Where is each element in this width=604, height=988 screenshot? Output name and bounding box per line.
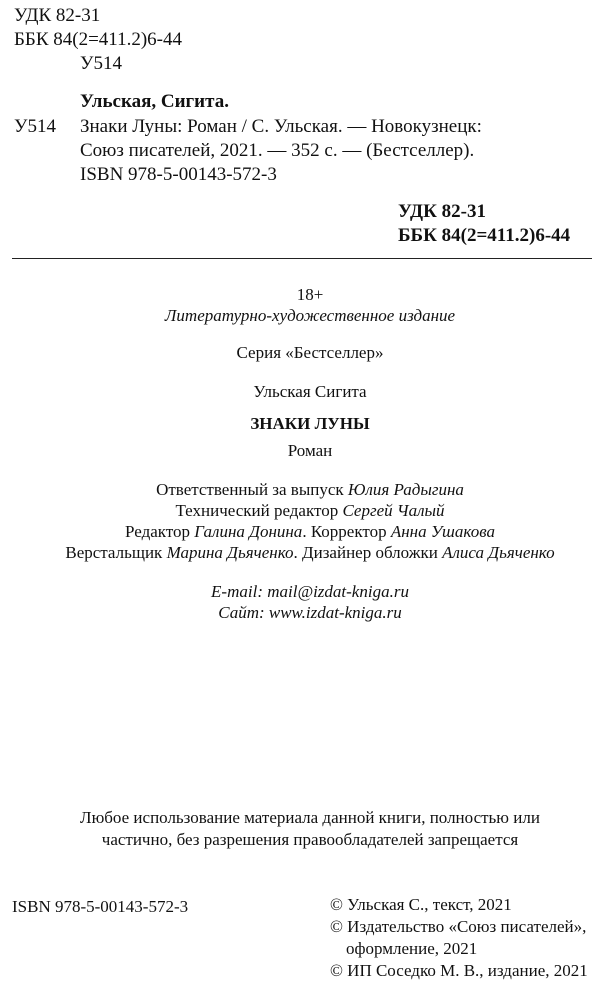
udk-code-right: УДК 82-31 [398, 201, 486, 222]
copyright-edition: © ИП Соседко М. В., издание, 2021 [330, 961, 588, 980]
copyright-block [330, 894, 588, 981]
footer-isbn: ISBN 978-5-00143-572-3 [12, 897, 189, 916]
bbk-code: ББК 84(2=411.2)6-44 [14, 29, 182, 50]
credit-label: Дизайнер обложки [302, 543, 438, 562]
edition-type: Литературно-художественное издание [164, 306, 456, 325]
section-divider [12, 258, 592, 259]
credit-name: Алиса Дьяченко [442, 543, 555, 562]
udk-code: УДК 82-31 [14, 5, 101, 26]
credit-name: Марина Дьяченко [166, 543, 294, 562]
credit-editor-corrector: Редактор Галина Донина. Корректор Анна Ушакова [125, 522, 495, 541]
copyright-publisher: © Издательство «Союз писателей», [330, 917, 587, 936]
credit-name: Юлия Радыгина [347, 480, 464, 499]
credit-label: Редактор [125, 522, 191, 541]
series-name: Серия «Бестселлер» [236, 343, 384, 362]
credit-name: Галина Донина [194, 522, 303, 541]
catalog-isbn: ISBN 978-5-00143-572-3 [80, 164, 277, 185]
credit-label: Корректор [310, 522, 387, 541]
age-rating: 18+ [296, 285, 324, 304]
credit-label: Технический редактор [175, 501, 339, 520]
credit-layout-designer: Верстальщик Марина Дьяченко. Дизайнер обложки Алиса Дьяченко [65, 543, 555, 562]
credit-responsible [8, 479, 604, 500]
imprint-author: Ульская Сигита [253, 382, 367, 401]
contact-site: Сайт: www.izdat-kniga.ru [218, 603, 402, 622]
author-heading: Ульская, Сигита. [80, 91, 229, 112]
bibliographic-line-1: Знаки Луны: Роман / С. Ульская. — Новокузнецк: [80, 116, 482, 137]
copyright-text: © Ульская С., текст, 2021 [330, 895, 512, 914]
contact-email: E-mail: mail@izdat-kniga.ru [211, 582, 409, 601]
credit-label: Ответственный за выпуск [156, 480, 344, 499]
credit-name: Сергей Чалый [342, 501, 445, 520]
credit-name: Анна Ушакова [390, 522, 495, 541]
bibliographic-line-2: Союз писателей, 2021. — 352 с. — (Бестселлер). [80, 140, 475, 161]
book-genre: Роман [287, 441, 333, 460]
side-author-mark: У514 [14, 116, 56, 137]
credit-tech-editor [8, 500, 604, 521]
rights-notice-line-2: частично, без разрешения правообладателей запрещается [101, 830, 519, 849]
bbk-code-right: ББК 84(2=411.2)6-44 [398, 225, 571, 246]
rights-notice-line-1: Любое использование материала данной книги, полностью или [80, 808, 540, 827]
book-title: ЗНАКИ ЛУНЫ [250, 414, 370, 433]
author-mark: У514 [80, 53, 122, 74]
credit-label: Верстальщик [65, 543, 163, 562]
copyright-publisher-design: оформление, 2021 [346, 939, 478, 958]
